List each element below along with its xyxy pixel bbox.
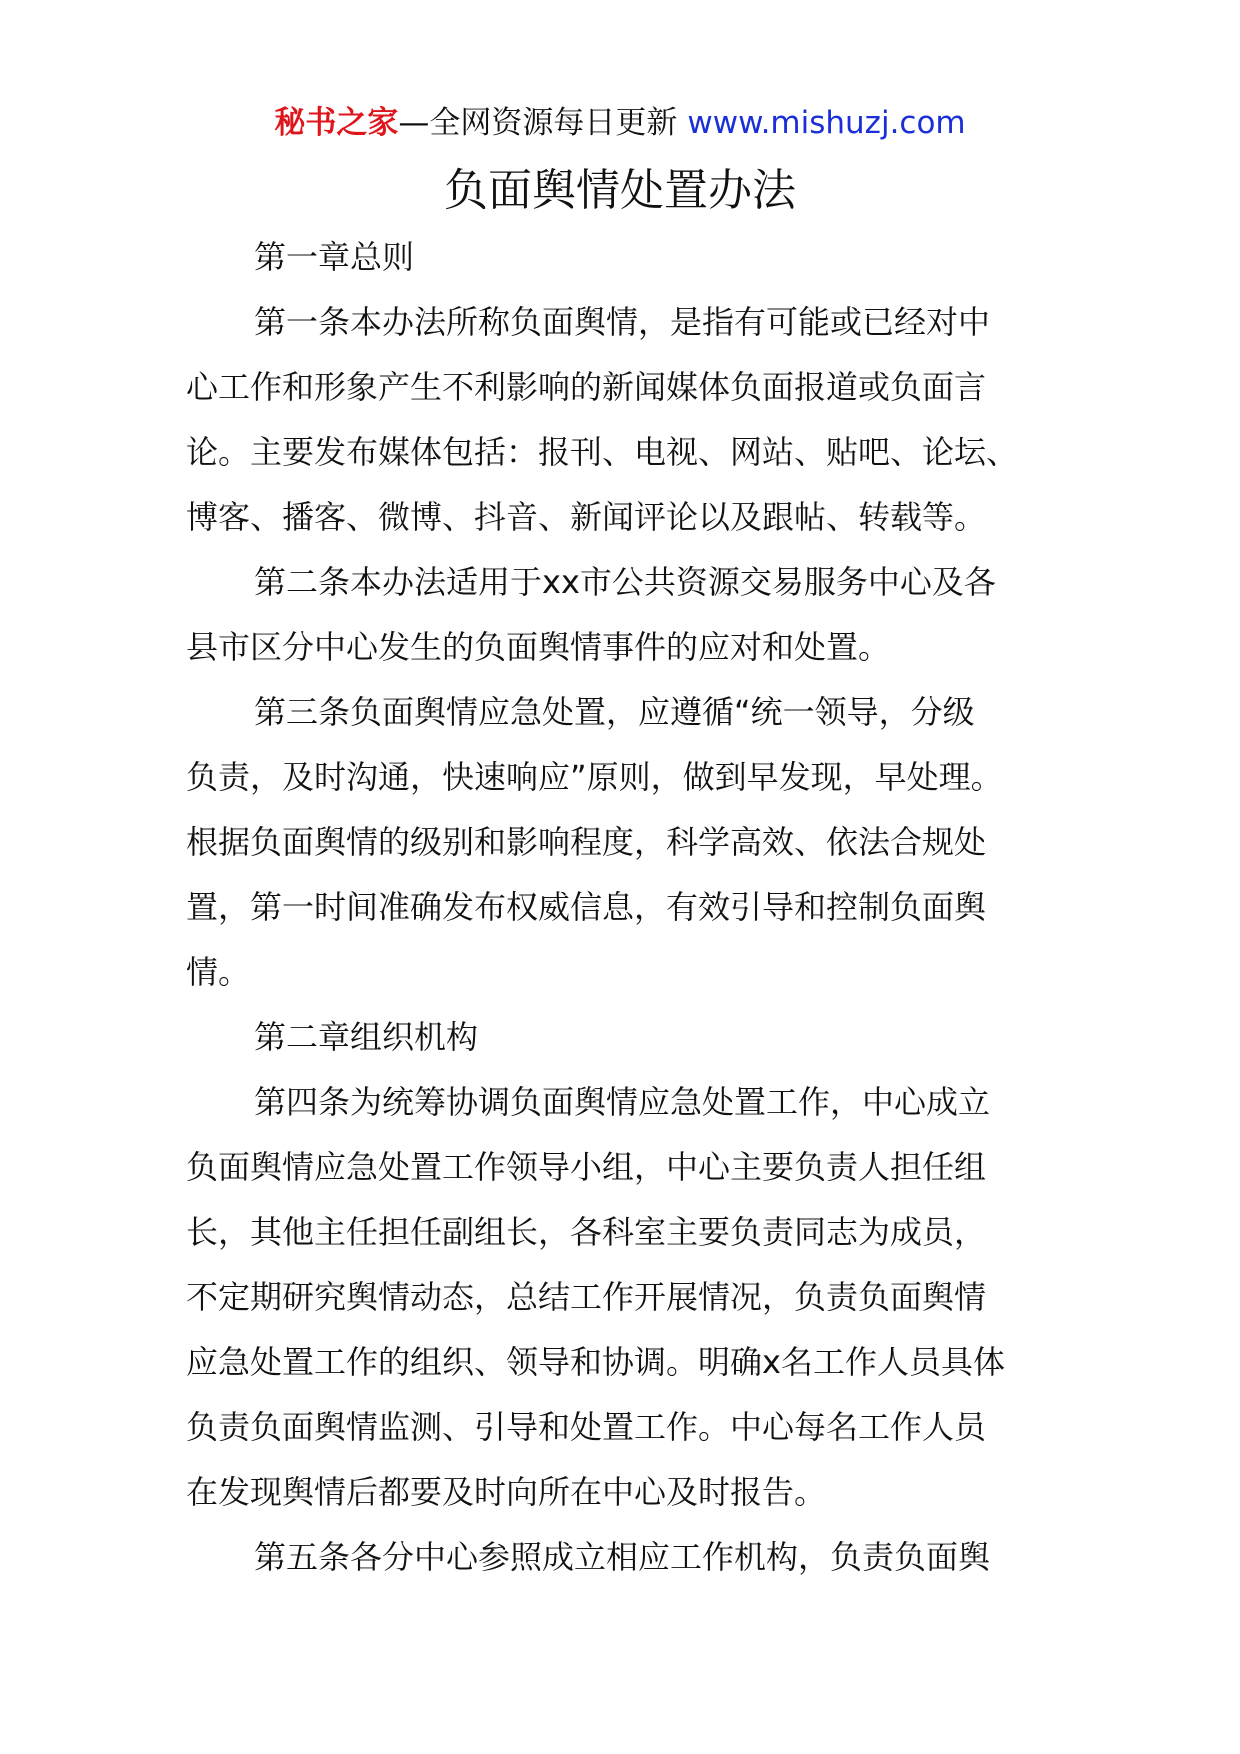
- site-header: [0, 100, 1240, 146]
- site-brand: 秘书之家: [274, 105, 399, 141]
- body-line: 负面舆情应急处置工作领导小组，中心主要负责人担任组: [186, 1148, 987, 1186]
- body-line: 博客、播客、微博、抖音、新闻评论以及跟帖、转载等。: [186, 498, 987, 536]
- body-line: 负责负面舆情监测、引导和处置工作。中心每名工作人员: [186, 1408, 987, 1446]
- body-line: 论。主要发布媒体包括：报刊、电视、网站、贴吧、论坛、: [186, 433, 1019, 471]
- body-line: 第一条本办法所称负面舆情，是指有可能或已经对中: [254, 303, 991, 341]
- body-line: 情。: [186, 953, 251, 991]
- body-line: 第一章总则: [254, 238, 415, 276]
- body-line: 县市区分中心发生的负面舆情事件的应对和处置。: [186, 628, 891, 666]
- body-line: 心工作和形象产生不利影响的新闻媒体负面报道或负面言: [186, 368, 987, 406]
- document-body: [186, 225, 1056, 1590]
- site-url-link[interactable]: www.mishuzj.com: [687, 105, 966, 141]
- body-line: 置，第一时间准确发布权威信息，有效引导和控制负面舆: [186, 888, 987, 926]
- body-line: 根据负面舆情的级别和影响程度，科学高效、依法合规处: [186, 823, 987, 861]
- body-line: 第四条为统筹协调负面舆情应急处置工作，中心成立: [254, 1083, 991, 1121]
- body-line: 负责，及时沟通，快速响应”原则，做到早发现，早处理。: [186, 758, 1003, 796]
- body-line: 长，其他主任担任副组长，各科室主要负责同志为成员，: [186, 1213, 987, 1251]
- body-line: 不定期研究舆情动态，总结工作开展情况，负责负面舆情: [186, 1278, 987, 1316]
- body-line: 第三条负面舆情应急处置，应遵循“统一领导，分级: [254, 693, 975, 731]
- body-line: 应急处置工作的组织、领导和协调。明确x名工作人员具体: [186, 1343, 1005, 1381]
- body-line: 第二章组织机构: [254, 1018, 479, 1056]
- body-line: 第二条本办法适用于xx市公共资源交易服务中心及各: [254, 563, 996, 601]
- body-line: 在发现舆情后都要及时向所在中心及时报告。: [186, 1473, 827, 1511]
- site-tagline: —全网资源每日更新: [398, 105, 678, 141]
- document-title: 负面舆情处置办法: [444, 165, 796, 216]
- body-line: 第五条各分中心参照成立相应工作机构，负责负面舆: [254, 1538, 991, 1576]
